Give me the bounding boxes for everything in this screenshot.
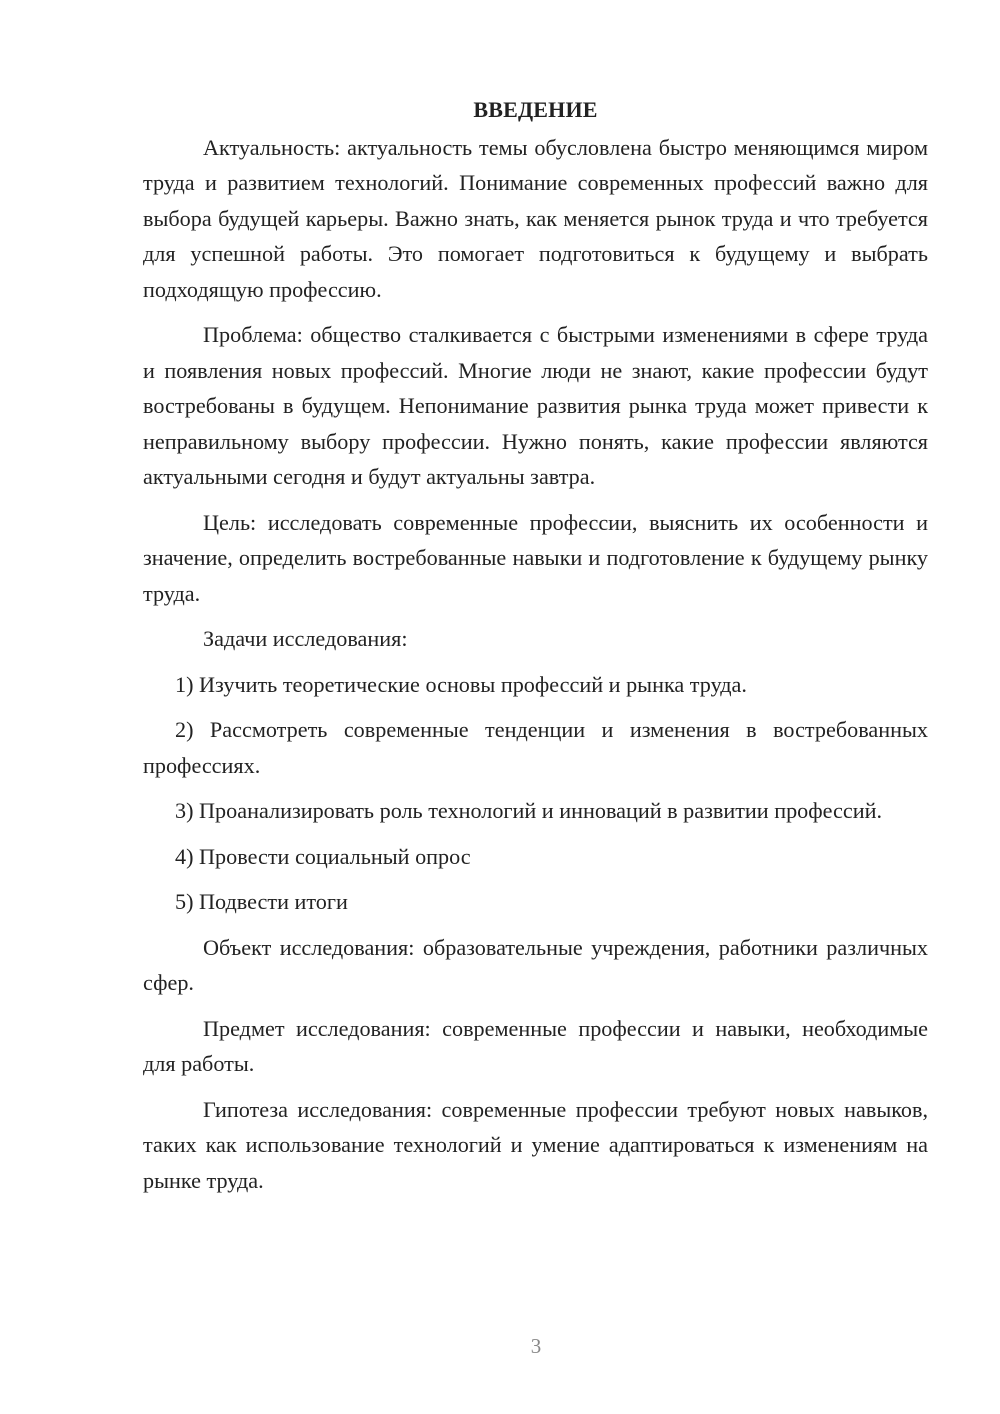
page-number: 3 <box>530 1334 542 1358</box>
task-item-1: 1) Изучить теоретические основы профессий и рынка труда. <box>175 671 747 697</box>
subject-paragraph: Предмет исследования: современные профессии и навыки, необходимые для работы. <box>143 1015 928 1076</box>
section-heading: ВВЕДЕНИЕ <box>473 97 598 122</box>
goal-paragraph: Цель: исследовать современные профессии, выяснить их особенности и значение, определить востребованные навыки и подготовление к будущему рынку труда. <box>143 509 928 606</box>
task-item-4: 4) Провести социальный опрос <box>175 843 471 869</box>
problem-paragraph: Проблема: общество сталкивается с быстрыми изменениями в сфере труда и появления новых профессий. Многие люди не знают, какие профессии будут востребованы в будущем. Непонимание развития рынка труда может привести к неправильному выбору профессии. Нужно понять, какие профессии являются актуальными сегодня и будут актуальны завтра. <box>143 322 928 489</box>
tasks-heading: Задачи исследования: <box>203 626 408 651</box>
task-item-5: 5) Подвести итоги <box>175 889 348 914</box>
hypothesis-paragraph: Гипотеза исследования: современные профессии требуют новых навыков, таких как использование технологий и умение адаптироваться к изменениям на рынке труда. <box>143 1096 928 1193</box>
relevance-paragraph: Актуальность: актуальность темы обусловлена быстро меняющимся миром труда и развитием технологий. Понимание современных профессий важно для выбора будущей карьеры. Важно знать, как меняется рынок труда и что требуется для успешной работы. Это помогает подготовиться к будущему и выбрать подходящую профессию. <box>143 134 928 302</box>
task-item-3: 3) Проанализировать роль технологий и инноваций в развитии профессий. <box>175 798 883 823</box>
task-item-2: 2) Рассмотреть современные тенденции и изменения в востребованных профессиях. <box>143 717 928 778</box>
page-content <box>143 92 928 1208</box>
object-paragraph: Объект исследования: образовательные учреждения, работники различных сфер. <box>143 934 928 995</box>
